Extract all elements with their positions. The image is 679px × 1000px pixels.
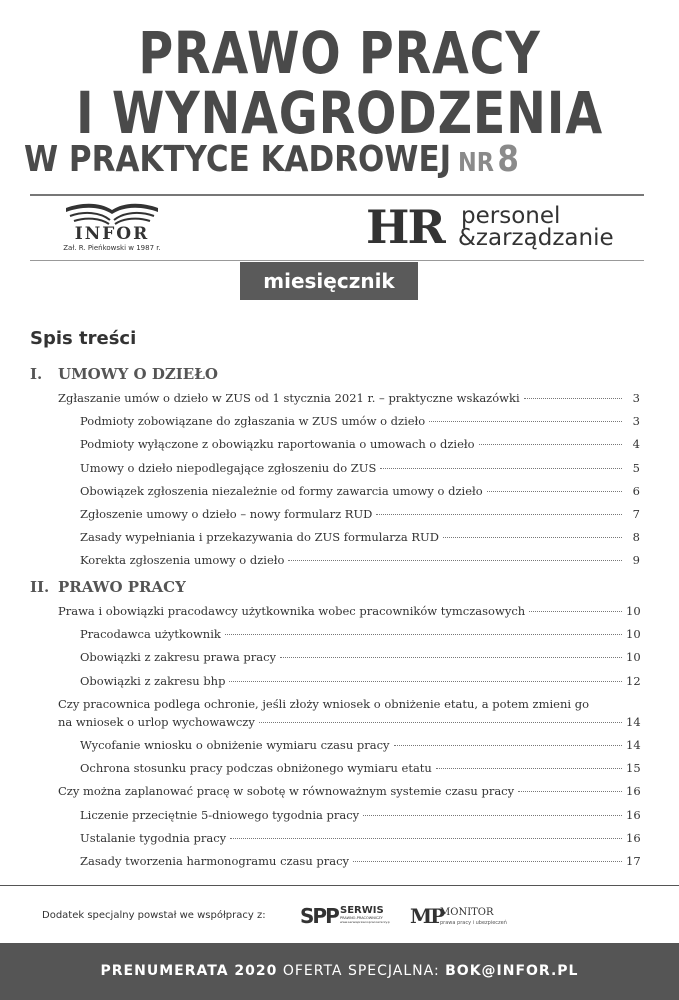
toc-entry-label: Obowiązki z zakresu bhp	[80, 673, 226, 688]
hr-logo-mark: HR	[366, 200, 444, 254]
spp-logo-tagline-2: www.serwisprawnopracowniczy.pl	[340, 920, 390, 924]
toc-page-number: 10	[626, 604, 641, 618]
toc-leader-dots	[376, 514, 622, 515]
toc-entry-label: Zasady tworzenia harmonogramu czasu pracy	[80, 854, 350, 868]
title-line-1: PRAWO PRACY	[138, 19, 541, 87]
spp-serwis-logo	[300, 902, 390, 936]
toc-leader-dots	[280, 657, 622, 658]
toc-entry-line	[58, 697, 640, 711]
infor-subtitle: Zał. R. Pieńkowski w 1987 r.	[63, 244, 161, 252]
toc-page-number: 4	[632, 437, 640, 452]
toc-entry-label: Czy można zaplanować pracę w sobotę w równoważnym systemie czasu pracy	[58, 784, 515, 799]
open-book-icon	[62, 200, 162, 226]
toc-leader-dots	[518, 791, 622, 792]
toc-page-number: 6	[632, 483, 640, 498]
subscription-offer: OFERTA SPECJALNA:	[277, 963, 446, 979]
toc-entry-label: Obowiązek zgłoszenia niezależnie od formy zawarcia umowy o dzieło	[80, 483, 483, 498]
toc-section-heading	[30, 578, 186, 596]
cooperation-text: Dodatek specjalny powstał we współpracy z:	[42, 910, 266, 921]
toc-page-number: 17	[626, 854, 641, 868]
toc-entry[interactable]	[58, 784, 640, 798]
toc-entry-label: Podmioty zobowiązane do zgłaszania w ZUS umów o dzieło	[80, 414, 426, 429]
spp-logo-name: SERWIS	[340, 905, 384, 916]
hr-logo-word-1: personel	[461, 203, 561, 229]
toc-entry[interactable]	[58, 604, 640, 618]
toc-leader-dots	[288, 560, 622, 561]
issue-label: NR	[458, 148, 494, 178]
header-divider-top	[30, 194, 644, 196]
infor-logo	[52, 200, 172, 252]
toc-entry-label: Podmioty wyłączone z obowiązku raportowania o umowach o dzieło	[80, 437, 475, 452]
toc-page-number: 3	[632, 414, 640, 429]
toc-entry[interactable]	[80, 761, 640, 775]
toc-leader-dots	[524, 398, 622, 399]
toc-leader-dots	[363, 815, 622, 816]
toc-entry-label: Wycofanie wniosku o obniżenie wymiaru czasu pracy	[80, 738, 390, 752]
toc-page-number: 10	[626, 627, 641, 642]
title-line-2: I WYNAGRODZENIA	[76, 79, 603, 147]
toc-entry-label: Zasady wypełniania i przekazywania do ZUS formularza RUD	[80, 530, 439, 545]
toc-entry[interactable]	[80, 461, 640, 475]
subscription-bar	[0, 943, 679, 1000]
toc-leader-dots	[443, 537, 622, 538]
toc-entry[interactable]	[58, 391, 640, 405]
toc-entry-label: Prawa i obowiązki pracodawcy użytkownika wobec pracowników tymczasowych	[58, 604, 526, 618]
toc-page-number: 16	[626, 807, 641, 822]
toc-entry[interactable]	[80, 414, 640, 428]
toc-leader-dots	[479, 444, 622, 445]
toc-page-number: 9	[632, 553, 640, 568]
toc-entry-label: Zgłoszenie umowy o dzieło – nowy formularz RUD	[80, 507, 373, 521]
monitor-logo-name: MONITOR	[440, 907, 494, 918]
toc-entry[interactable]	[80, 507, 640, 521]
infor-name: INFOR	[74, 224, 150, 244]
toc-entry[interactable]	[58, 715, 640, 729]
toc-section-number: I.	[30, 365, 43, 383]
footer-divider	[0, 885, 679, 886]
toc-entry[interactable]	[80, 831, 640, 845]
toc-entry[interactable]	[80, 808, 640, 822]
toc-entry[interactable]	[80, 553, 640, 567]
toc-leader-dots	[436, 768, 622, 769]
toc-page-number: 15	[626, 761, 641, 776]
toc-entry-label: Liczenie przeciętnie 5-dniowego tygodnia pracy	[80, 807, 360, 822]
toc-entry-label: Obowiązki z zakresu prawa pracy	[80, 650, 277, 665]
toc-entry[interactable]	[80, 854, 640, 868]
toc-section-title: PRAWO PRACY	[58, 578, 186, 596]
toc-entry-label: na wniosek o urlop wychowawczy	[58, 714, 255, 729]
toc-leader-dots	[394, 745, 622, 746]
toc-entry[interactable]	[80, 484, 640, 498]
toc-page-number: 7	[632, 507, 640, 521]
toc-page-number: 8	[632, 530, 640, 545]
toc-entry-label: Czy pracownica podlega ochronie, jeśli złoży wniosek o obniżenie etatu, a potem zmieni go	[58, 696, 589, 711]
toc-leader-dots	[487, 491, 622, 492]
toc-page-number: 14	[626, 738, 641, 752]
hr-logo-word-2: &zarządzanie	[458, 225, 614, 251]
spp-logo-icon	[300, 902, 390, 932]
toc-leader-dots	[225, 634, 622, 635]
monitor-logo-tagline: prawa pracy i ubezpieczeń	[440, 920, 507, 926]
subscription-email[interactable]: BOK@INFOR.PL	[445, 963, 579, 979]
toc-title: Spis treści	[30, 328, 137, 349]
toc-entry[interactable]	[80, 738, 640, 752]
frequency-badge: miesięcznik	[240, 262, 418, 300]
toc-page-number: 14	[626, 714, 641, 729]
toc-page-number: 3	[632, 391, 640, 405]
toc-entry-label: Korekta zgłoszenia umowy o dzieło	[80, 553, 285, 568]
title-line-3-text: W PRAKTYCE KADROWEJ	[24, 139, 452, 180]
toc-section-title: UMOWY O DZIEŁO	[58, 365, 218, 383]
header-divider-bottom	[30, 260, 644, 261]
toc-leader-dots	[259, 722, 622, 723]
monitor-logo-icon	[410, 903, 510, 931]
toc-entry[interactable]	[80, 530, 640, 544]
monitor-logo	[410, 903, 510, 935]
toc-section-heading	[30, 365, 218, 383]
toc-leader-dots	[229, 681, 622, 682]
toc-entry[interactable]	[80, 650, 640, 664]
toc-page-number: 16	[626, 784, 641, 799]
subscription-label: PRENUMERATA 2020	[100, 963, 278, 979]
toc-section-number: II.	[30, 578, 50, 596]
title-line-3	[24, 140, 574, 183]
toc-entry-label: Pracodawca użytkownik	[80, 627, 221, 642]
toc-leader-dots	[429, 421, 622, 422]
toc-leader-dots	[529, 611, 622, 612]
monitor-logo-mark: MP	[410, 904, 444, 928]
toc-entry-label: Ochrona stosunku pracy podczas obniżonego wymiaru etatu	[80, 761, 432, 776]
toc-entry[interactable]	[80, 437, 640, 451]
spp-logo-text: SPP	[300, 904, 338, 928]
toc-entry-label: Zgłaszanie umów o dzieło w ZUS od 1 stycznia 2021 r. – praktyczne wskazówki	[58, 391, 520, 405]
toc-entry-label: Umowy o dzieło niepodlegające zgłoszeniu do ZUS	[80, 460, 377, 475]
toc-leader-dots	[380, 468, 622, 469]
spp-logo-tagline: PRAWNO-PRACOWNICZY	[340, 916, 383, 920]
toc-leader-dots	[353, 861, 622, 862]
toc-page-number: 10	[626, 650, 641, 665]
toc-leader-dots	[230, 838, 622, 839]
toc-page-number: 5	[632, 460, 640, 475]
toc-entry[interactable]	[80, 674, 640, 688]
toc-entry-label: Ustalanie tygodnia pracy	[80, 830, 227, 845]
issue-number: 8	[497, 139, 519, 180]
toc-page-number: 12	[626, 673, 641, 688]
toc-entry[interactable]	[80, 627, 640, 641]
toc-page-number: 16	[626, 830, 641, 845]
